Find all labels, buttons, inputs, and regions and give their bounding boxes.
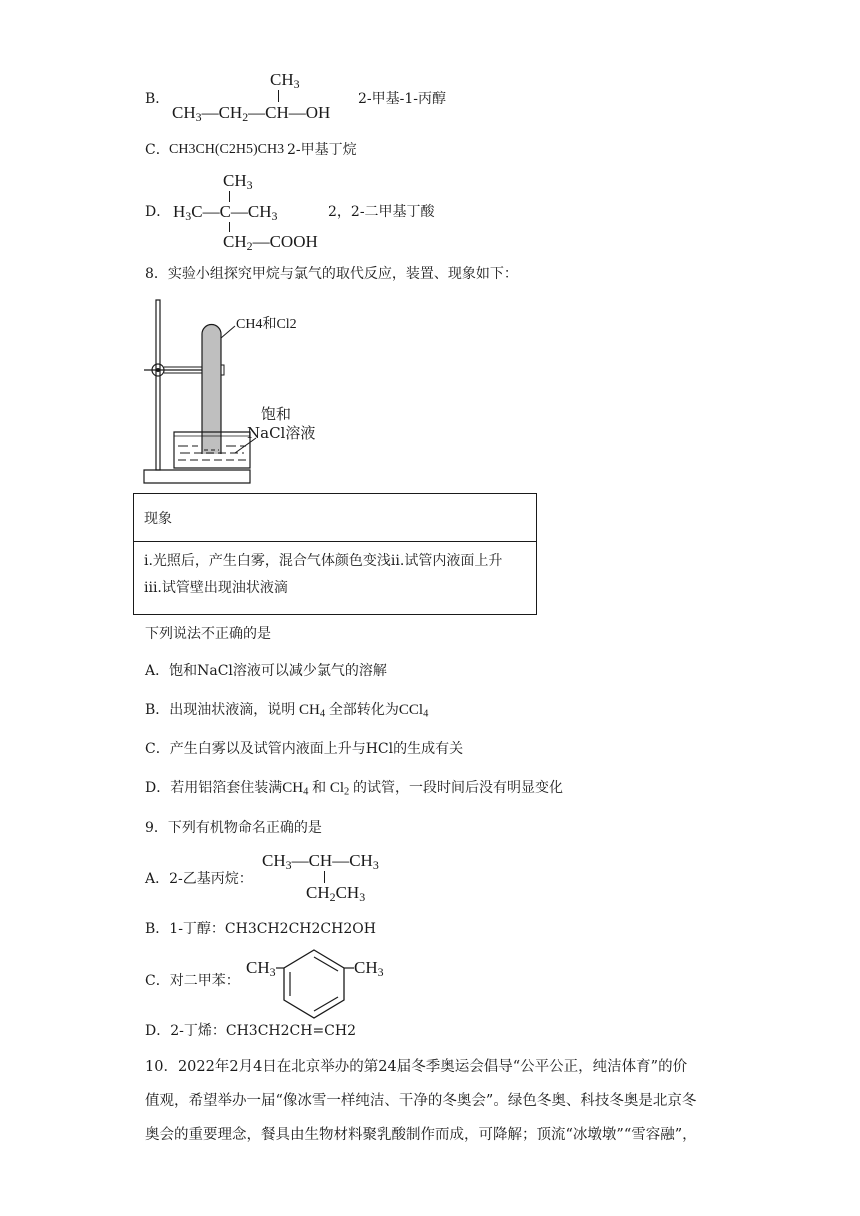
question-10-line-3: 奥会的重要理念，餐具由生物材料聚乳酸制作而成，可降解；顶流“冰墩墩”“雪容融”，: [145, 1127, 697, 1143]
benzene-ring-icon: [270, 944, 360, 1020]
option-label: A．2-乙基丙烷：: [145, 871, 253, 887]
question-9-stem: 9．下列有机物命名正确的是: [145, 820, 322, 836]
q8-option-c: C．产生白雾以及试管内液面上升与HCl的生成有关: [145, 741, 464, 757]
option-label: C．: [145, 142, 170, 158]
option-label: B．: [145, 91, 170, 107]
q9-option-b: B．1-丁醇：CH3CH2CH2CH2OH: [145, 921, 376, 937]
q8-option-a: A．饱和NaCl溶液可以减少氯气的溶解: [145, 663, 387, 679]
table-row: i.光照后，产生白雾，混合气体颜色变浅ii.试管内液面上升: [134, 542, 537, 571]
solution-label-line1: 饱和: [261, 405, 292, 423]
table-row: iii.试管壁出现油状液滴: [134, 570, 537, 614]
observation-table: [133, 493, 537, 615]
q8-option-d: D．若用铝箔套住装满$CH_4$ 和 $Cl_2$ 的试管，一段时间后没有明显变化: [145, 780, 564, 798]
question-8-prompt: 下列说法不正确的是: [145, 626, 271, 642]
compound-name: 2-甲基丁烷: [287, 142, 357, 158]
question-8-stem: 8．实验小组探究甲烷与氯气的取代反应，装置、现象如下：: [145, 266, 518, 282]
question-10-line-1: 10．2022年2月4日在北京举办的第24届冬季奥运会倡导“公平公正，纯洁体育”的价: [145, 1059, 688, 1075]
q8-option-b: B．出现油状液滴，说明 $CH_4$ 全部转化为CCl$_4$: [145, 702, 429, 720]
gas-label: CH4和Cl2: [236, 317, 297, 332]
option-label: C．对二甲苯：: [145, 973, 240, 989]
question-10-line-2: 值观，希望举办一届“像冰雪一样纯洁、干净的冬奥会”。绿色冬奥、科技冬奥是北京冬: [145, 1093, 697, 1109]
apparatus-figure: [140, 298, 340, 488]
compound-name: 2-甲基-1-丙醇: [358, 91, 447, 107]
solution-label-line2: NaCl溶液: [247, 424, 316, 442]
option-label: D．: [145, 204, 171, 220]
compound-name: 2，2-二甲基丁酸: [328, 204, 435, 220]
table-header-cell: 现象: [134, 494, 537, 542]
condensed-formula: CH3CH(C2H5)CH3: [169, 142, 285, 157]
q9-option-d: D．2-丁烯：CH3CH2CH=CH2: [145, 1023, 356, 1039]
